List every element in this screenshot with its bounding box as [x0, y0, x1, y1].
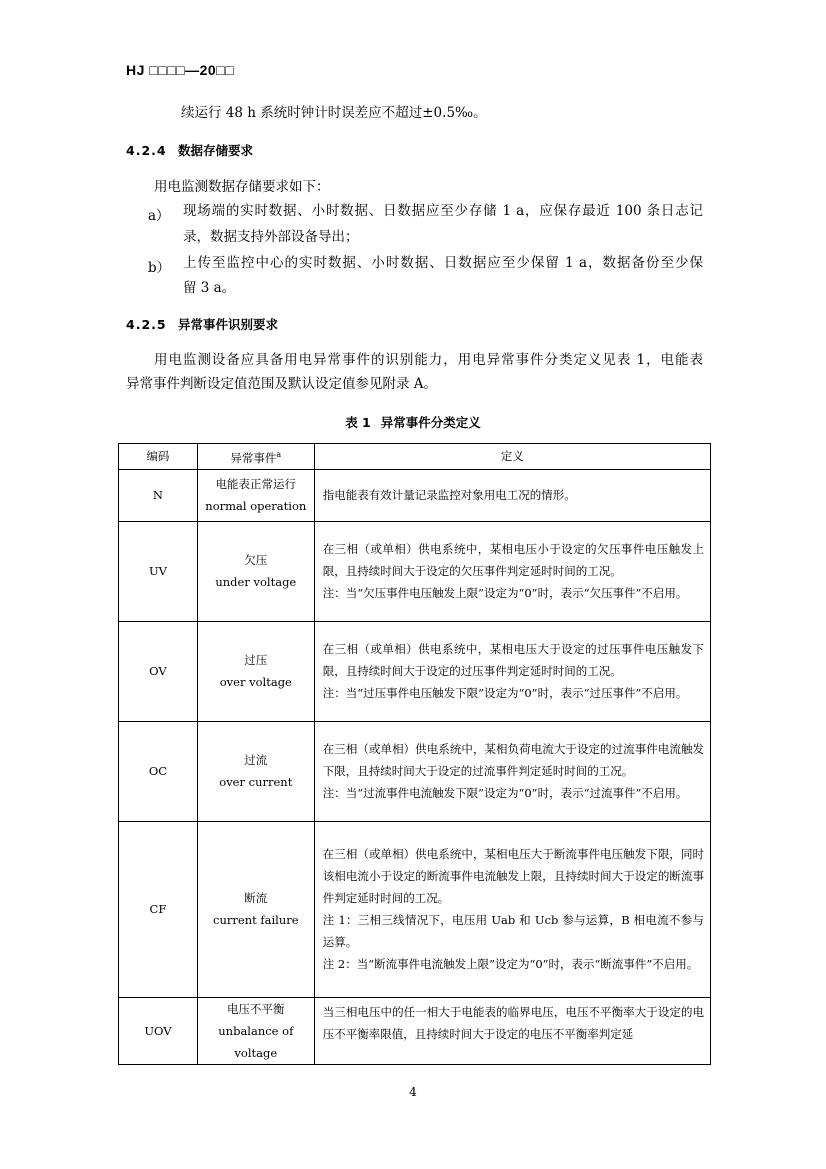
row-event: 电压不平衡 unbalance of voltage [197, 997, 314, 1064]
section-title: 异常事件识别要求 [178, 317, 279, 332]
section-number: 4.2.4 [126, 143, 167, 158]
section-heading-4-2-4 [126, 141, 253, 159]
row-code: N [119, 469, 198, 521]
list-item-b-line1: 上传至监控中心的实时数据、小时数据、日数据应至少保留 1 a，数据备份至少保 [183, 255, 703, 271]
table-row [119, 469, 711, 521]
list-item-a-line2: 录，数据支持外部设备导出； [183, 229, 359, 245]
row-code: OC [119, 721, 198, 821]
table-row [119, 521, 711, 621]
storage-intro: 用电监测数据存储要求如下： [154, 179, 330, 195]
table-row [119, 821, 711, 997]
row-event: 电能表正常运行 normal operation [197, 469, 314, 521]
page-number: 4 [409, 1085, 417, 1099]
table-caption-title: 异常事件分类定义 [380, 415, 481, 430]
row-code: UV [119, 521, 198, 621]
list-item-a-label: a） [148, 208, 170, 224]
header-code: 编码 [119, 444, 198, 470]
table-header-row [119, 444, 711, 470]
row-code: OV [119, 621, 198, 721]
table-caption [0, 413, 826, 431]
paragraph-continuation: 续运行 48 h 系统时钟计时误差应不超过±0.5‰。 [181, 105, 487, 121]
table-caption-number: 表 1 [345, 415, 371, 430]
list-item-a-line1: 现场端的实时数据、小时数据、日数据应至少存储 1 a，应保存最近 100 条日志记 [183, 203, 703, 219]
row-definition: 在三相（或单相）供电系统中，某相负荷电流大于设定的过流事件电流触发下限，且持续时间大于设定的过流事件判定延时时间的工况。 注：当“过流事件电流触发下限”设定为“0”时，表示“过流事件”不启用。 [314, 721, 710, 821]
row-code: CF [119, 821, 198, 997]
header-event-footnote: a [276, 450, 282, 459]
table-row [119, 621, 711, 721]
anomaly-paragraph-line1: 用电监测设备应具备用电异常事件的识别能力，用电异常事件分类定义见表 1，电能表 [154, 352, 703, 368]
section-number: 4.2.5 [126, 317, 167, 332]
row-definition: 在三相（或单相）供电系统中，某相电压小于设定的欠压事件电压触发上限，且持续时间大于设定的欠压事件判定延时时间的工况。 注：当“欠压事件电压触发上限”设定为“0”时，表示“欠压事件”不启用。 [314, 521, 710, 621]
row-definition: 在三相（或单相）供电系统中，某相电压大于断流事件电压触发下限，同时该相电流小于设定的断流事件电流触发上限，且持续时间大于设定的断流事件判定延时时间的工况。 注 1：三相三线情况下，电压用 Uab 和 Ucb 参与运算，B 相电流不参与运算。 注 2：当“断流事件电流触发上限”设定为“0”时，表示“断流事件”不启用。 [314, 821, 710, 997]
table-row [119, 721, 711, 821]
row-definition: 在三相（或单相）供电系统中，某相电压大于设定的过压事件电压触发下限，且持续时间大于设定的过压事件判定延时时间的工况。 注：当“过压事件电压触发下限”设定为“0”时，表示“过压事件”不启用。 [314, 621, 710, 721]
section-heading-4-2-5 [126, 315, 278, 333]
row-code: UOV [119, 997, 198, 1064]
header-event: 异常事件$^a$ [197, 444, 314, 470]
row-event: 过流 over current [197, 721, 314, 821]
header-definition: 定义 [314, 444, 710, 470]
row-definition: 当三相电压中的任一相大于电能表的临界电压，电压不平衡率大于设定的电压不平衡率限值，且持续时间大于设定的电压不平衡率判定延 [314, 997, 710, 1064]
page-header: HJ □□□□—20□□ [126, 62, 235, 78]
list-item-b-line2: 留 3 a。 [183, 280, 236, 296]
row-event: 断流 current failure [197, 821, 314, 997]
table-row [119, 997, 711, 1064]
row-definition: 指电能表有效计量记录监控对象用电工况的情形。 [314, 469, 710, 521]
row-event: 过压 over voltage [197, 621, 314, 721]
section-title: 数据存储要求 [178, 143, 254, 158]
row-event: 欠压 under voltage [197, 521, 314, 621]
anomaly-paragraph-line2: 异常事件判断设定值范围及默认设定值参见附录 A。 [126, 376, 438, 392]
list-item-b-label: b） [148, 260, 171, 276]
anomaly-table [118, 443, 711, 1065]
